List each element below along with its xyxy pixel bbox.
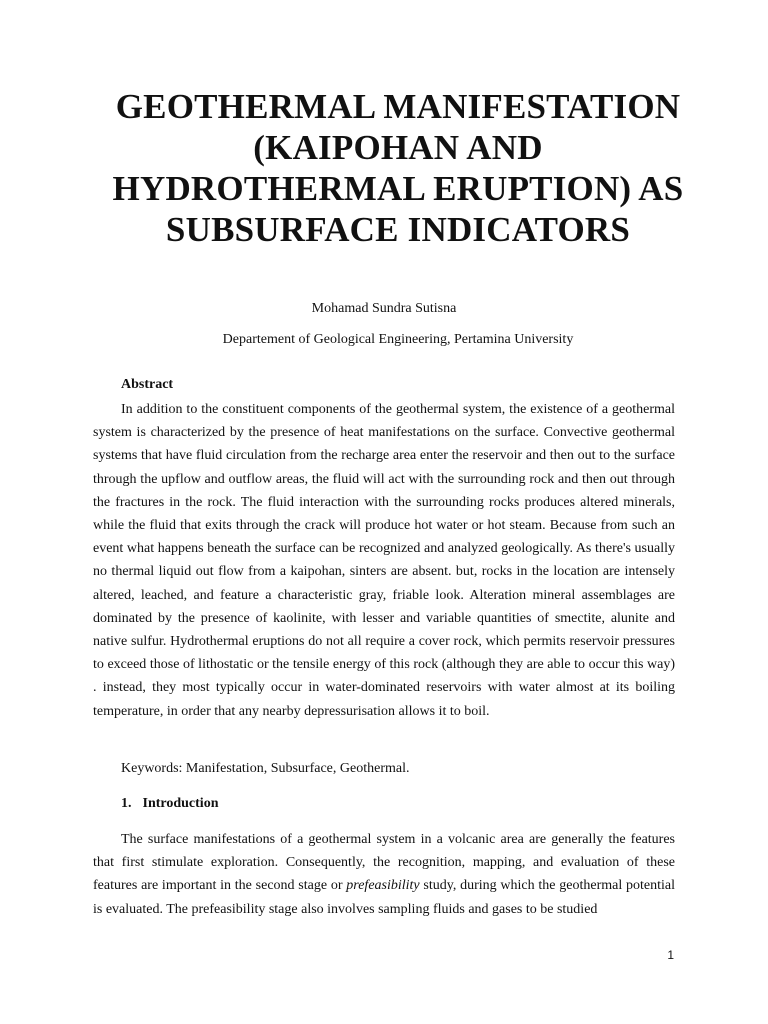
intro-italic-term: prefeasibility: [346, 878, 420, 894]
intro-text-part-1: The surface manifestations of a geothermal system in a volcanic area are generally the features that first stimulate exploration. Consequently, the recognition, mapping, and evaluation of these features are important in the second stage or: [93, 832, 675, 894]
paper-title: GEOTHERMAL MANIFESTATION (KAIPOHAN AND HYDROTHERMAL ERUPTION) AS SUBSURFACE INDICATORS: [112, 87, 684, 249]
page-number: 1: [667, 948, 674, 962]
section-number: 1.: [121, 796, 132, 811]
author-affiliation: Departement of Geological Engineering, Pertamina University: [222, 332, 574, 347]
abstract-text: In addition to the constituent components of the geothermal system, the existence of a geothermal system is characterized by the presence of heat manifestations on the surface. Convective geothermal systems that have fluid circulation from the recharge area enter the reservoir and then out to the surface through the upflow and outflow areas, the fluid will act with the surrounding rock and then out through the fractures in the rock. The fluid interaction with the surrounding rocks produces altered minerals, while the fluid that exits through the crack will produce hot water or hot steam. Because from such an event what happens beneath the surface can be recognized and analyzed geologically. As there's usually no thermal liquid out flow from a kaipohan, sinters are absent. but, rocks in the location are intensely altered, leached, and feature a characteristic gray, friable look. Alteration mineral assemblages are dominated by the presence of kaolinite, with lesser and variable quantities of smectite, alunite and native sulfur. Hydrothermal eruptions do not all require a cover rock, which permits reservoir pressures to exceed those of lithostatic or the tensile energy of this rock (although they are able to occur this way) . instead, they most typically occur in water-dominated reservoirs with water almost at its boiling temperature, in order that any nearby depressurisation allows it to boil.: [93, 402, 675, 719]
abstract-heading: Abstract: [121, 377, 174, 392]
intro-text-part-2: study, during which the geothermal potential is evaluated. The prefeasibility stage also involves sampling fluids and gases to be studied: [93, 878, 676, 917]
introduction-paragraph: [93, 828, 675, 921]
keywords: Keywords: Manifestation, Subsurface, Geothermal.: [121, 761, 410, 776]
section-title: Introduction: [142, 796, 219, 811]
section-heading-introduction: [121, 795, 218, 813]
author-name: Mohamad Sundra Sutisna: [311, 301, 457, 316]
